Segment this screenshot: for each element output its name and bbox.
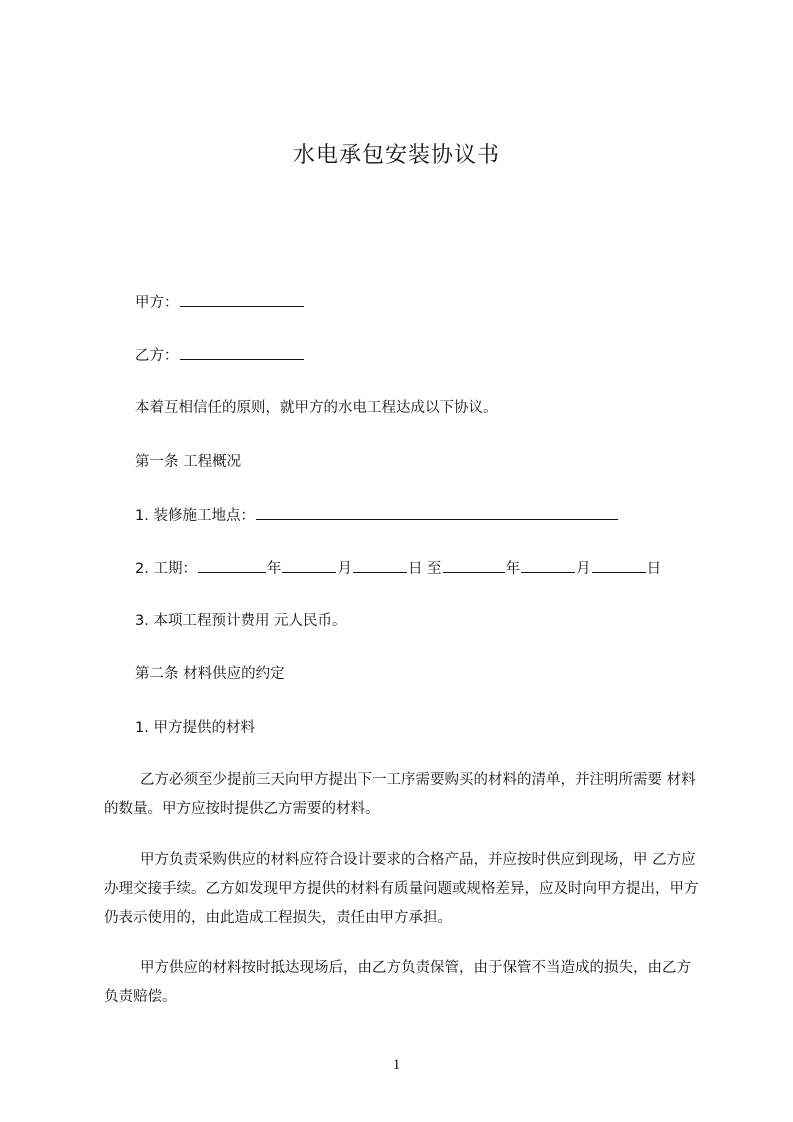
- paragraph2-text: 甲方负责采购供应的材料应符合设计要求的合格产品，并应按时供应到现场，甲 乙方应办理交接手续。乙方如发现甲方提供的材料有质量问题或规格差异，应及时向甲方提出，甲方仍表示使用的，由此造成工程损失，责任由甲方承担。: [104, 852, 699, 926]
- document-title: 水电承包安装协议书: [292, 143, 500, 168]
- end-month-label: 月: [576, 561, 591, 577]
- party-b-label: 乙方：: [135, 348, 179, 364]
- start-year-blank: [198, 558, 266, 573]
- period-label: 2. 工期：: [135, 561, 197, 577]
- start-month-label: 月: [337, 561, 352, 577]
- article2-paragraph2: [104, 846, 700, 933]
- paragraph3-text: 甲方供应的材料按时抵达现场后，由乙方负责保管，由于保管不当造成的损失，由乙方负责赔偿。: [104, 960, 691, 1005]
- end-month-blank: [521, 558, 575, 573]
- end-day-blank: [592, 558, 646, 573]
- start-day-label: 日 至: [407, 561, 442, 577]
- article1-item3: 3. 本项工程预计费用 元人民币。: [135, 613, 347, 629]
- article1-item2: [135, 558, 661, 579]
- article1-heading: 第一条 工程概况: [135, 454, 242, 470]
- end-day-label: 日: [646, 561, 662, 577]
- start-month-blank: [282, 558, 336, 573]
- start-day-blank: [353, 558, 407, 573]
- article2-item1: 1. 甲方提供的材料: [135, 720, 255, 736]
- party-b-blank: [180, 345, 304, 360]
- end-year-blank: [443, 558, 505, 573]
- party-b-line: [135, 345, 305, 366]
- article1-item1: [135, 505, 619, 526]
- party-a-blank: [180, 292, 304, 307]
- end-year-label: 年: [505, 561, 521, 577]
- page-number: 1: [392, 1057, 401, 1073]
- start-year-label: 年: [266, 561, 282, 577]
- paragraph1-text: 乙方必须至少提前三天向甲方提出下一工序需要购买的材料的清单，并注明所需要 材料的数量。甲方应按时提供乙方需要的材料。: [104, 772, 696, 817]
- site-label: 1. 装修施工地点：: [135, 508, 255, 524]
- site-blank: [256, 505, 618, 520]
- party-a-line: [135, 292, 305, 313]
- article2-paragraph1: [104, 766, 700, 824]
- article2-paragraph3: [104, 954, 700, 1012]
- article2-heading: 第二条 材料供应的约定: [135, 666, 285, 682]
- party-a-label: 甲方：: [135, 295, 179, 311]
- intro-text: 本着互相信任的原则，就甲方的水电工程达成以下协议。: [135, 400, 498, 416]
